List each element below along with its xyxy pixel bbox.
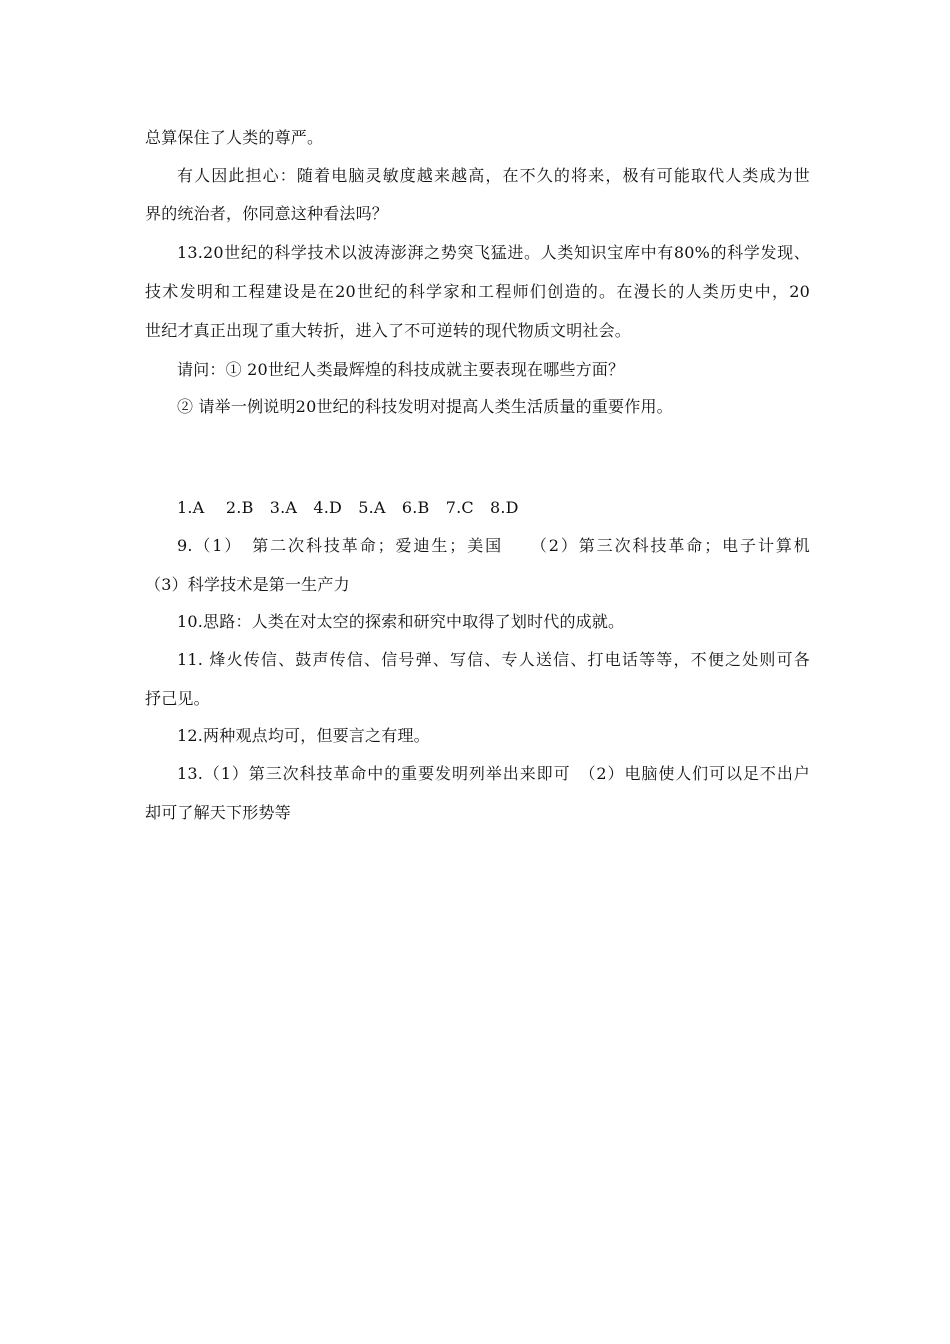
- answer-9-line-1: 9.（1） 第二次科技革命；爱迪生；美国 （2）第三次科技革命；电子计算机: [177, 536, 810, 555]
- answer-11-line-2: 抒己见。: [145, 689, 210, 708]
- q12-tail-text: 总算保住了人类的尊严。: [145, 128, 324, 147]
- answers-1-8: 1.A 2.B 3.A 4.D 5.A 6.B 7.C 8.D: [177, 498, 519, 517]
- q13-ask-1: 请问：① 20世纪人类最辉煌的科技成就主要表现在哪些方面？: [177, 360, 625, 379]
- answer-11-line-1: 11. 烽火传信、鼓声传信、信号弹、写信、专人送信、打电话等等，不便之处则可各: [177, 650, 810, 669]
- answer-12: 12.两种观点均可，但要言之有理。: [177, 726, 430, 745]
- answer-13-line-1: 13.（1）第三次科技革命中的重要发明列举出来即可 （2）电脑使人们可以足不出户: [177, 764, 810, 783]
- answer-10: 10.思路：人类在对太空的探索和研究中取得了划时代的成就。: [177, 612, 625, 631]
- q12-prompt-line-2: 界的统治者，你同意这种看法吗？: [145, 204, 389, 223]
- q13-line-3: 世纪才真正出现了重大转折，进入了不可逆转的现代物质文明社会。: [145, 321, 632, 340]
- q13-line-1: 13.20世纪的科学技术以波涛澎湃之势突飞猛进。人类知识宝库中有80%的科学发现、: [177, 243, 810, 262]
- answer-9-line-2: （3）科学技术是第一生产力: [145, 575, 350, 594]
- q13-ask-2: ② 请举一例说明20世纪的科技发明对提高人类生活质量的重要作用。: [177, 397, 673, 416]
- q12-prompt-line-1: 有人因此担心：随着电脑灵敏度越来越高，在不久的将来，极有可能取代人类成为世: [177, 166, 810, 185]
- answer-13-line-2: 却可了解天下形势等: [145, 803, 291, 822]
- q13-line-2: 技术发明和工程建设是在20世纪的科学家和工程师们创造的。在漫长的人类历史中，20: [145, 282, 810, 301]
